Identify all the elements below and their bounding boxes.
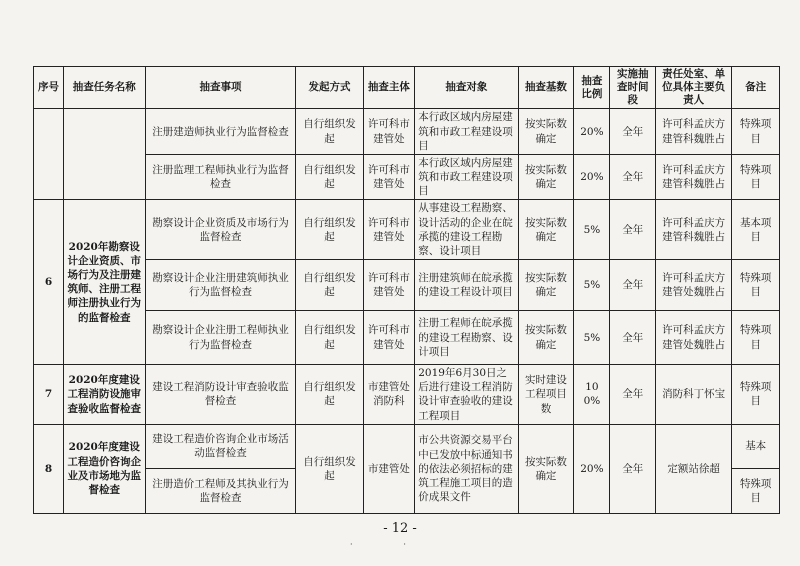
responsible-cell: 许可科孟庆方建管科魏胜占: [655, 200, 731, 260]
target-cell: 从事建设工程勘察、设计活动的企业在皖承揽的建设工程勘察、设计项目: [415, 200, 518, 260]
basis-cell: 实时建设工程项目数: [518, 365, 574, 425]
empty-no-cell: [34, 109, 64, 200]
period-cell: 全年: [610, 424, 655, 513]
item-cell: 注册造价工程师及其执业行为监督检查: [145, 468, 296, 513]
subject-cell: 许可科市建管处: [363, 260, 415, 311]
target-cell: 本行政区域内房屋建筑和市政工程建设项目: [415, 109, 518, 155]
task-cell: 2020年度建设工程造价咨询企业及市场地为监督检查: [63, 424, 145, 513]
target-cell: 本行政区域内房屋建筑和市政工程建设项目: [415, 154, 518, 200]
remark-cell: 特殊项目: [732, 109, 780, 155]
no-cell: 6: [34, 200, 64, 365]
header-basis: 抽查基数: [518, 67, 574, 109]
period-cell: 全年: [610, 260, 655, 311]
item-cell: 注册建造师执业行为监督检查: [145, 109, 296, 155]
responsible-cell: 许可科孟庆方建管科魏胜占: [655, 109, 731, 155]
scan-specks: · ·: [350, 540, 406, 549]
basis-cell: 按实际数确定: [518, 424, 574, 513]
subject-cell: 许可科市建管处: [363, 200, 415, 260]
header-row: [34, 67, 780, 109]
header-target: 抽查对象: [415, 67, 518, 109]
responsible-cell: 许可科孟庆方建管处魏胜占: [655, 260, 731, 311]
ratio-cell: 20%: [574, 424, 610, 513]
subject-cell: 许可科市建管处: [363, 109, 415, 155]
task-cell: 2020年度建设工程消防设施审查验收监督检查: [63, 365, 145, 425]
basis-cell: 按实际数确定: [518, 311, 574, 365]
table-row: [34, 154, 780, 200]
remark-cell: 特殊项目: [732, 365, 780, 425]
ratio-cell: 5%: [574, 311, 610, 365]
header-remark: 备注: [732, 67, 780, 109]
remark-cell: 特殊项目: [732, 154, 780, 200]
remark-cell: 特殊项目: [732, 468, 780, 513]
period-cell: 全年: [610, 200, 655, 260]
item-cell: 建设工程造价咨询企业市场活动监督检查: [145, 424, 296, 468]
period-cell: 全年: [610, 109, 655, 155]
method-cell: 自行组织发起: [296, 109, 363, 155]
method-cell: 自行组织发起: [296, 424, 363, 513]
target-cell: 2019年6月30日之后进行建设工程消防设计审查验收的建设工程项目: [415, 365, 518, 425]
empty-task-cell: [63, 109, 145, 200]
header-item: 抽查事项: [145, 67, 296, 109]
ratio-cell: 5%: [574, 200, 610, 260]
remark-cell: 基本项目: [732, 200, 780, 260]
subject-cell: 许可科市建管处: [363, 154, 415, 200]
subject-cell: 许可科市建管处: [363, 311, 415, 365]
item-cell: 勘察设计企业注册建筑师执业行为监督检查: [145, 260, 296, 311]
responsible-cell: 消防科丁怀宝: [655, 365, 731, 425]
table-row: [34, 365, 780, 425]
item-cell: 勘察设计企业注册工程师执业行为监督检查: [145, 311, 296, 365]
page-number: - 12 -: [383, 521, 417, 536]
table-row: [34, 424, 780, 468]
table-row: [34, 260, 780, 311]
table-row: [34, 311, 780, 365]
remark-cell: 基本: [732, 424, 780, 468]
item-cell: 建设工程消防设计审查验收监督检查: [145, 365, 296, 425]
header-no: 序号: [34, 67, 64, 109]
method-cell: 自行组织发起: [296, 260, 363, 311]
period-cell: 全年: [610, 311, 655, 365]
period-cell: 全年: [610, 365, 655, 425]
inspection-table: [33, 66, 780, 514]
period-cell: 全年: [610, 154, 655, 200]
header-task: 抽查任务名称: [63, 67, 145, 109]
method-cell: 自行组织发起: [296, 365, 363, 425]
task-cell: 2020年勘察设计企业资质、市场行为及注册建筑师、注册工程师注册执业行为的监督检查: [63, 200, 145, 365]
responsible-cell: 定额站徐超: [655, 424, 731, 513]
ratio-cell: 5%: [574, 260, 610, 311]
item-cell: 勘察设计企业资质及市场行为监督检查: [145, 200, 296, 260]
ratio-cell: 100%: [574, 365, 610, 425]
subject-cell: 市建管处消防科: [363, 365, 415, 425]
no-cell: 7: [34, 365, 64, 425]
remark-cell: 特殊项目: [732, 311, 780, 365]
ratio-cell: 20%: [574, 154, 610, 200]
responsible-cell: 许可科孟庆方建管科魏胜占: [655, 154, 731, 200]
basis-cell: 按实际数确定: [518, 154, 574, 200]
header-method: 发起方式: [296, 67, 363, 109]
header-subject: 抽查主体: [363, 67, 415, 109]
target-cell: 市公共资源交易平台中已发放中标通知书的依法必须招标的建筑工程施工项目的造价成果文件: [415, 424, 518, 513]
header-responsible: 责任处室、单位具体主要负责人: [655, 67, 731, 109]
target-cell: 注册建筑师在皖承揽的建设工程设计项目: [415, 260, 518, 311]
method-cell: 自行组织发起: [296, 154, 363, 200]
table-row: [34, 200, 780, 260]
header-period: 实施抽查时间段: [610, 67, 655, 109]
target-cell: 注册工程师在皖承揽的建设工程勘察、设计项目: [415, 311, 518, 365]
subject-cell: 市建管处: [363, 424, 415, 513]
basis-cell: 按实际数确定: [518, 109, 574, 155]
table-row: [34, 109, 780, 155]
header-ratio: 抽查比例: [574, 67, 610, 109]
method-cell: 自行组织发起: [296, 200, 363, 260]
method-cell: 自行组织发起: [296, 311, 363, 365]
remark-cell: 特殊项目: [732, 260, 780, 311]
ratio-cell: 20%: [574, 109, 610, 155]
responsible-cell: 许可科孟庆方建管处魏胜占: [655, 311, 731, 365]
basis-cell: 按实际数确定: [518, 200, 574, 260]
item-cell: 注册监理工程师执业行为监督检查: [145, 154, 296, 200]
basis-cell: 按实际数确定: [518, 260, 574, 311]
no-cell: 8: [34, 424, 64, 513]
